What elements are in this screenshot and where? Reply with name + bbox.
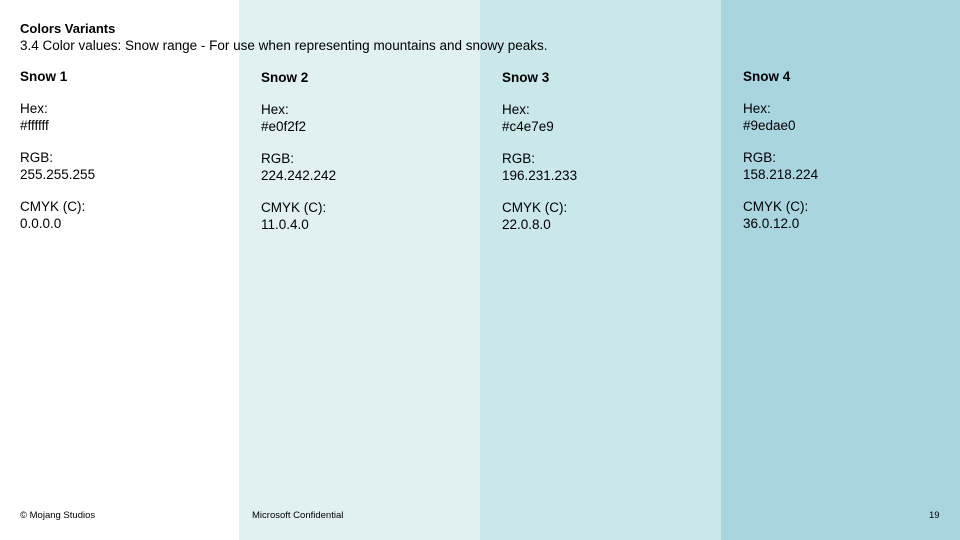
cmyk-value: 36.0.12.0 xyxy=(743,216,800,231)
cmyk-label: CMYK (C): xyxy=(743,199,809,214)
swatch-name: Snow 1 xyxy=(20,69,68,84)
hex-field xyxy=(261,101,471,135)
rgb-label: RGB: xyxy=(743,150,777,165)
hex-field xyxy=(743,100,953,134)
rgb-field xyxy=(261,150,471,184)
cmyk-field xyxy=(743,198,953,232)
swatch-info-snow-3 xyxy=(502,70,712,248)
rgb-field xyxy=(20,149,230,183)
rgb-value: 196.231.233 xyxy=(502,168,578,183)
cmyk-field xyxy=(502,199,712,233)
cmyk-label: CMYK (C): xyxy=(261,200,327,215)
cmyk-field xyxy=(20,198,230,232)
swatch-info-snow-2 xyxy=(261,70,471,248)
hex-field xyxy=(502,101,712,135)
swatch-info-snow-4 xyxy=(743,69,953,247)
swatch-info-snow-1 xyxy=(20,69,230,247)
hex-label: Hex: xyxy=(743,101,771,116)
hex-value: #ffffff xyxy=(20,118,49,133)
cmyk-field xyxy=(261,199,471,233)
swatch-name: Snow 2 xyxy=(261,70,309,85)
swatch-name: Snow 3 xyxy=(502,70,550,85)
rgb-field xyxy=(502,150,712,184)
rgb-label: RGB: xyxy=(261,151,295,166)
rgb-value: 255.255.255 xyxy=(20,167,96,182)
cmyk-value: 22.0.8.0 xyxy=(502,217,551,232)
hex-value: #9edae0 xyxy=(743,118,796,133)
cmyk-value: 11.0.4.0 xyxy=(261,217,309,232)
hex-label: Hex: xyxy=(20,101,48,116)
page-title: Colors Variants xyxy=(20,21,116,36)
hex-field xyxy=(20,100,230,134)
cmyk-label: CMYK (C): xyxy=(502,200,568,215)
cmyk-label: CMYK (C): xyxy=(20,199,86,214)
hex-label: Hex: xyxy=(261,102,289,117)
rgb-field xyxy=(743,149,953,183)
hex-value: #e0f2f2 xyxy=(261,119,307,134)
footer-copyright: © Mojang Studios xyxy=(20,510,96,521)
rgb-label: RGB: xyxy=(502,151,536,166)
page-number: 19 xyxy=(929,510,940,521)
hex-label: Hex: xyxy=(502,102,530,117)
page-subtitle: 3.4 Color values: Snow range - For use when representing mountains and snowy peaks. xyxy=(20,38,548,53)
rgb-value: 224.242.242 xyxy=(261,168,337,183)
rgb-label: RGB: xyxy=(20,150,54,165)
footer-confidential: Microsoft Confidential xyxy=(252,510,344,521)
rgb-value: 158.218.224 xyxy=(743,167,819,182)
swatch-name: Snow 4 xyxy=(743,69,791,84)
cmyk-value: 0.0.0.0 xyxy=(20,216,62,231)
hex-value: #c4e7e9 xyxy=(502,119,554,134)
